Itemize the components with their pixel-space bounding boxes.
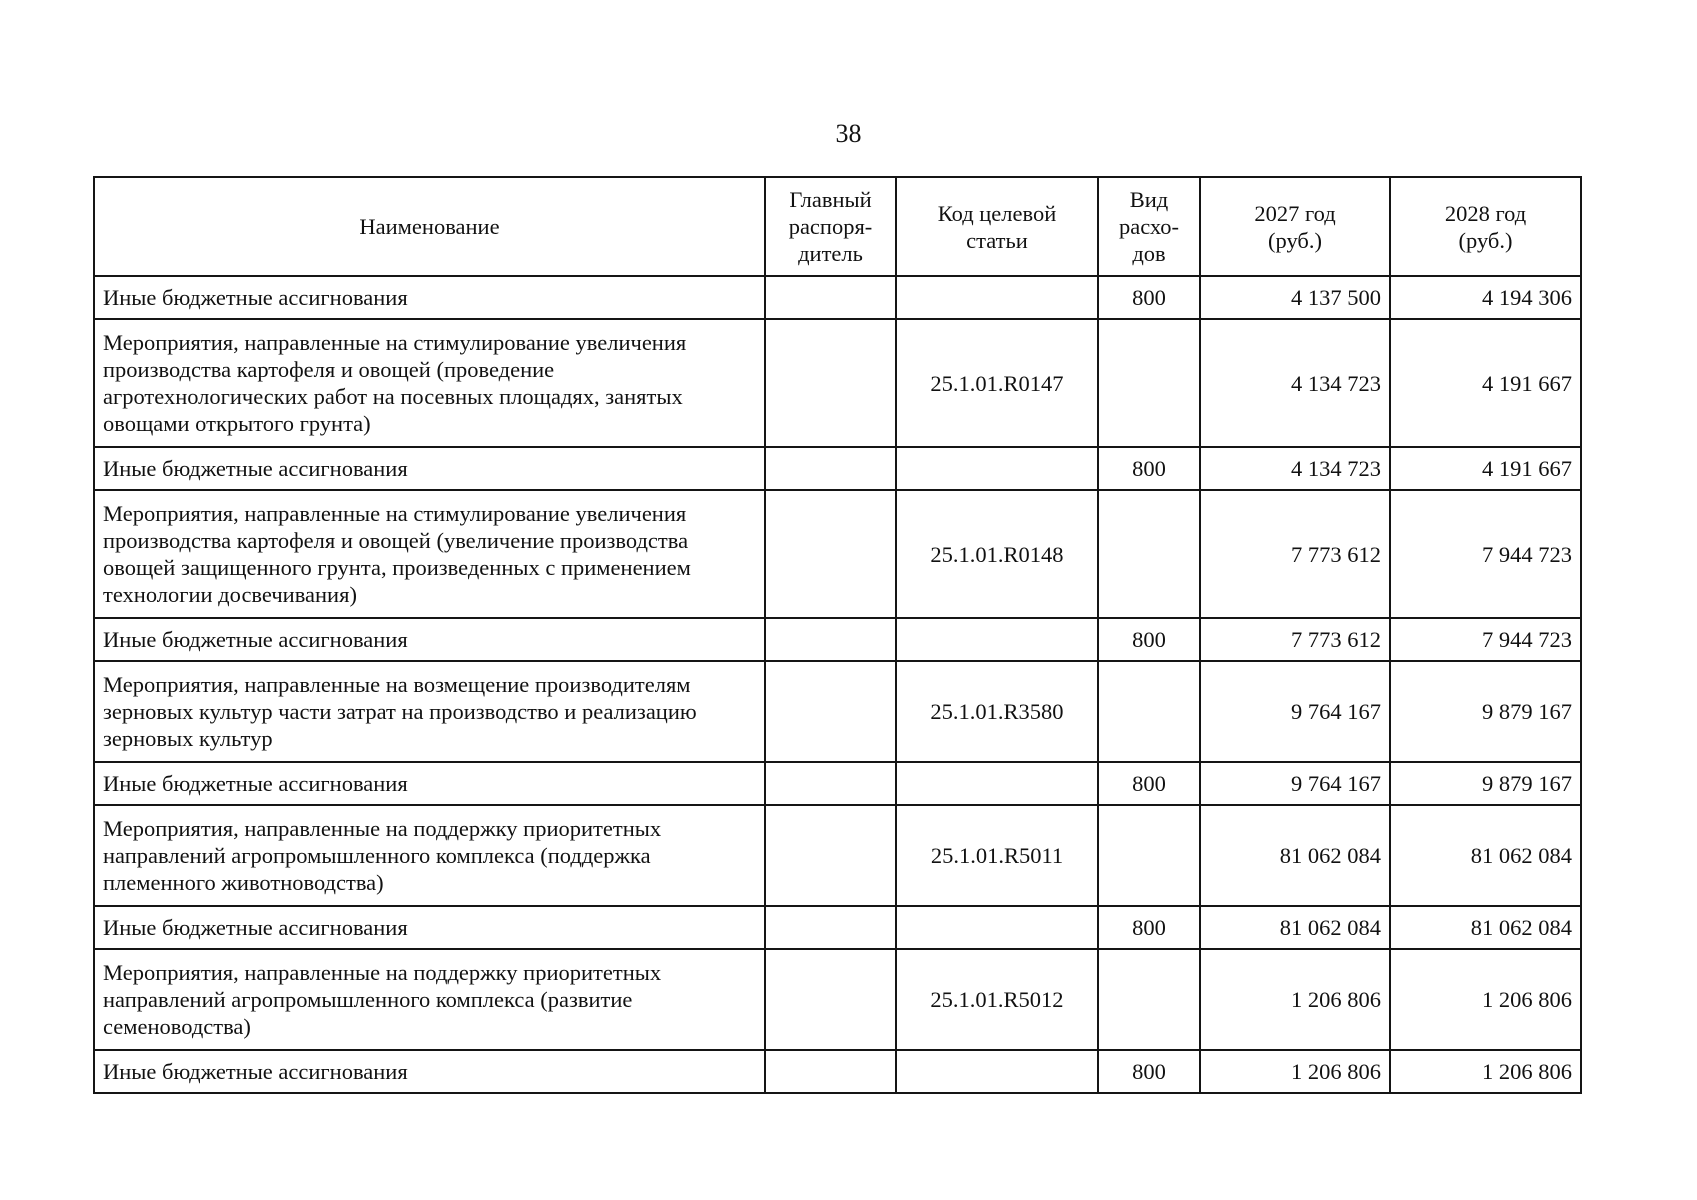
header-name: Наименование [94, 177, 765, 276]
cell-kind: 800 [1098, 1050, 1200, 1093]
table-row [94, 319, 1581, 447]
table-row [94, 490, 1581, 618]
cell-manager [765, 805, 896, 906]
cell-name: Мероприятия, направленные на стимулирование увеличения производства картофеля и овощей (увеличение производства овощей защищенного грунта, произведенных с применением технологии досвечивания) [94, 490, 765, 618]
cell-2027: 4 137 500 [1200, 276, 1390, 319]
cell-manager [765, 762, 896, 805]
cell-kind: 800 [1098, 447, 1200, 490]
table-row [94, 447, 1581, 490]
cell-name: Иные бюджетные ассигнования [94, 447, 765, 490]
cell-kind [1098, 490, 1200, 618]
cell-2027: 4 134 723 [1200, 447, 1390, 490]
cell-name: Иные бюджетные ассигнования [94, 906, 765, 949]
cell-code: 25.1.01.R0148 [896, 490, 1098, 618]
cell-name: Иные бюджетные ассигнования [94, 762, 765, 805]
header-2027: 2027 год (руб.) [1200, 177, 1390, 276]
cell-2027: 81 062 084 [1200, 805, 1390, 906]
cell-2028: 4 194 306 [1390, 276, 1581, 319]
cell-code [896, 276, 1098, 319]
table-row [94, 276, 1581, 319]
cell-code: 25.1.01.R5012 [896, 949, 1098, 1050]
cell-2028: 9 879 167 [1390, 661, 1581, 762]
header-kind: Вид расхо-дов [1098, 177, 1200, 276]
cell-code [896, 618, 1098, 661]
cell-name: Мероприятия, направленные на возмещение производителям зерновых культур части затрат на производство и реализацию зерновых культур [94, 661, 765, 762]
table-row [94, 1050, 1581, 1093]
cell-manager [765, 661, 896, 762]
header-code: Код целевой статьи [896, 177, 1098, 276]
cell-manager [765, 276, 896, 319]
cell-2028: 9 879 167 [1390, 762, 1581, 805]
cell-2028: 81 062 084 [1390, 906, 1581, 949]
cell-2027: 1 206 806 [1200, 1050, 1390, 1093]
cell-2028: 7 944 723 [1390, 490, 1581, 618]
cell-2027: 7 773 612 [1200, 618, 1390, 661]
cell-manager [765, 906, 896, 949]
cell-name: Мероприятия, направленные на поддержку приоритетных направлений агропромышленного комплекса (развитие семеноводства) [94, 949, 765, 1050]
cell-manager [765, 618, 896, 661]
cell-code [896, 447, 1098, 490]
cell-kind: 800 [1098, 618, 1200, 661]
table-row [94, 949, 1581, 1050]
cell-code: 25.1.01.R0147 [896, 319, 1098, 447]
table-row [94, 906, 1581, 949]
cell-2027: 9 764 167 [1200, 762, 1390, 805]
cell-2028: 7 944 723 [1390, 618, 1581, 661]
cell-manager [765, 490, 896, 618]
cell-2028: 4 191 667 [1390, 447, 1581, 490]
cell-2027: 81 062 084 [1200, 906, 1390, 949]
cell-kind [1098, 319, 1200, 447]
header-2028: 2028 год (руб.) [1390, 177, 1581, 276]
cell-kind: 800 [1098, 276, 1200, 319]
cell-2027: 4 134 723 [1200, 319, 1390, 447]
cell-code: 25.1.01.R3580 [896, 661, 1098, 762]
page-number: 38 [835, 119, 862, 148]
cell-manager [765, 447, 896, 490]
cell-kind [1098, 661, 1200, 762]
cell-code [896, 1050, 1098, 1093]
table-row [94, 618, 1581, 661]
table-row [94, 805, 1581, 906]
cell-code [896, 762, 1098, 805]
cell-name: Мероприятия, направленные на поддержку приоритетных направлений агропромышленного комплекса (поддержка племенного животноводства) [94, 805, 765, 906]
cell-kind [1098, 805, 1200, 906]
cell-kind: 800 [1098, 906, 1200, 949]
cell-2028: 4 191 667 [1390, 319, 1581, 447]
cell-name: Мероприятия, направленные на стимулирование увеличения производства картофеля и овощей (проведение агротехнологических работ на посевных площадях, занятых овощами открытого грунта) [94, 319, 765, 447]
cell-kind: 800 [1098, 762, 1200, 805]
cell-2028: 1 206 806 [1390, 1050, 1581, 1093]
cell-2027: 9 764 167 [1200, 661, 1390, 762]
cell-name: Иные бюджетные ассигнования [94, 618, 765, 661]
table-row [94, 661, 1581, 762]
cell-manager [765, 319, 896, 447]
cell-code [896, 906, 1098, 949]
cell-2027: 1 206 806 [1200, 949, 1390, 1050]
table-row [94, 762, 1581, 805]
header-manager: Главный распоря-дитель [765, 177, 896, 276]
cell-code: 25.1.01.R5011 [896, 805, 1098, 906]
cell-manager [765, 949, 896, 1050]
cell-2028: 81 062 084 [1390, 805, 1581, 906]
cell-2027: 7 773 612 [1200, 490, 1390, 618]
cell-2028: 1 206 806 [1390, 949, 1581, 1050]
cell-name: Иные бюджетные ассигнования [94, 1050, 765, 1093]
budget-table [93, 176, 1582, 1094]
cell-name: Иные бюджетные ассигнования [94, 276, 765, 319]
cell-manager [765, 1050, 896, 1093]
cell-kind [1098, 949, 1200, 1050]
table-header-row [94, 177, 1581, 276]
